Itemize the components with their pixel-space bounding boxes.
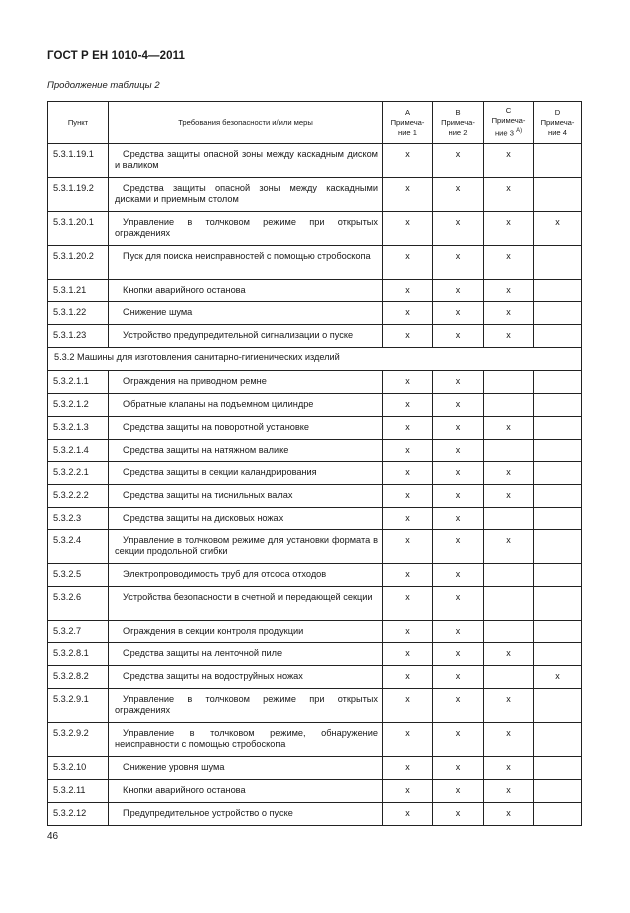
applicability-mark-a: x — [383, 178, 433, 212]
applicability-mark-c: x — [484, 803, 534, 826]
table-row — [48, 689, 582, 723]
requirement-label: Ограждения в секции контроля продукции — [123, 626, 304, 636]
requirement-label: Снижение шума — [123, 307, 193, 317]
applicability-mark-a: x — [383, 564, 433, 587]
applicability-mark-a: x — [383, 280, 433, 302]
applicability-mark-c: x — [484, 530, 534, 564]
applicability-mark-c — [484, 508, 534, 530]
applicability-mark-d — [534, 394, 582, 417]
applicability-mark-d — [534, 417, 582, 440]
applicability-mark-a: x — [383, 723, 433, 757]
requirement-text — [109, 178, 383, 212]
requirement-text — [109, 587, 383, 621]
applicability-mark-c: x — [484, 178, 534, 212]
clause-number: 5.3.2.4 — [48, 530, 109, 564]
clause-number: 5.3.1.21 — [48, 280, 109, 302]
applicability-mark-a: x — [383, 246, 433, 280]
requirement-label: Предупредительное устройство о пуске — [123, 808, 293, 818]
column-header-d: D Примеча- ние 4 — [534, 102, 582, 144]
section-row — [48, 348, 582, 371]
applicability-mark-c: x — [484, 417, 534, 440]
requirement-text — [109, 621, 383, 643]
requirement-text — [109, 564, 383, 587]
requirement-text — [109, 643, 383, 666]
applicability-mark-c: x — [484, 462, 534, 485]
clause-number: 5.3.2.1.2 — [48, 394, 109, 417]
applicability-mark-b: x — [433, 666, 484, 689]
clause-number: 5.3.2.6 — [48, 587, 109, 621]
applicability-mark-a: x — [383, 371, 433, 394]
applicability-mark-c: x — [484, 246, 534, 280]
applicability-mark-c: x — [484, 280, 534, 302]
applicability-mark-b: x — [433, 508, 484, 530]
applicability-mark-c: x — [484, 689, 534, 723]
requirement-label: Средства защиты опасной зоны между каскадными дисками и приемным столом — [115, 183, 378, 204]
clause-number: 5.3.2.1.3 — [48, 417, 109, 440]
applicability-mark-a: x — [383, 212, 433, 246]
applicability-mark-d — [534, 325, 582, 348]
applicability-mark-b: x — [433, 621, 484, 643]
applicability-mark-d — [534, 371, 582, 394]
requirement-label: Средства защиты на поворотной установке — [123, 422, 310, 432]
requirement-text — [109, 508, 383, 530]
applicability-mark-a: x — [383, 587, 433, 621]
clause-number: 5.3.2.1.4 — [48, 440, 109, 462]
column-header-requirements: Требования безопасности и/или меры — [109, 102, 383, 144]
applicability-mark-b: x — [433, 587, 484, 621]
table-row — [48, 280, 582, 302]
applicability-mark-d — [534, 643, 582, 666]
requirement-label: Управление в толчковом режиме при открытых ограждениях — [115, 694, 378, 715]
applicability-mark-d — [534, 178, 582, 212]
requirement-text — [109, 280, 383, 302]
requirement-text — [109, 246, 383, 280]
table-row — [48, 587, 582, 621]
applicability-mark-a: x — [383, 689, 433, 723]
applicability-mark-c: x — [484, 643, 534, 666]
clause-number: 5.3.2.9.2 — [48, 723, 109, 757]
table-row — [48, 757, 582, 780]
requirement-text — [109, 144, 383, 178]
requirement-label: Обратные клапаны на подъемном цилиндре — [123, 399, 314, 409]
clause-number: 5.3.1.19.1 — [48, 144, 109, 178]
clause-number: 5.3.2.8.2 — [48, 666, 109, 689]
table-row — [48, 803, 582, 826]
table-row — [48, 666, 582, 689]
clause-number: 5.3.2.7 — [48, 621, 109, 643]
applicability-mark-b: x — [433, 394, 484, 417]
applicability-mark-c — [484, 621, 534, 643]
table-row — [48, 723, 582, 757]
table-row — [48, 643, 582, 666]
clause-number: 5.3.1.23 — [48, 325, 109, 348]
requirement-text — [109, 325, 383, 348]
applicability-mark-a: x — [383, 144, 433, 178]
requirement-label: Средства защиты на тиснильных валах — [123, 490, 293, 500]
applicability-mark-d — [534, 485, 582, 508]
applicability-mark-b: x — [433, 144, 484, 178]
requirement-text — [109, 780, 383, 803]
requirement-text — [109, 666, 383, 689]
clause-number: 5.3.2.2.1 — [48, 462, 109, 485]
clause-number: 5.3.1.22 — [48, 302, 109, 325]
clause-number: 5.3.2.12 — [48, 803, 109, 826]
applicability-mark-a: x — [383, 666, 433, 689]
applicability-mark-d — [534, 803, 582, 826]
applicability-mark-b: x — [433, 280, 484, 302]
requirement-label: Управление в толчковом режиме при открытых ограждениях — [115, 217, 378, 238]
applicability-mark-b: x — [433, 302, 484, 325]
applicability-mark-b: x — [433, 212, 484, 246]
requirement-text — [109, 803, 383, 826]
column-header-c: C Примеча- ние 3 $^{А)}$ — [484, 102, 534, 144]
applicability-mark-a: x — [383, 508, 433, 530]
applicability-mark-d — [534, 564, 582, 587]
column-header-b: B Примеча- ние 2 — [433, 102, 484, 144]
clause-number: 5.3.2.2.2 — [48, 485, 109, 508]
applicability-mark-c — [484, 394, 534, 417]
table-row — [48, 621, 582, 643]
applicability-mark-a: x — [383, 394, 433, 417]
clause-number: 5.3.2.11 — [48, 780, 109, 803]
requirement-label: Ограждения на приводном ремне — [123, 376, 267, 386]
table-row — [48, 212, 582, 246]
requirement-label: Управление в толчковом режиме, обнаружение неисправности с помощью стробоскопа — [115, 728, 378, 749]
applicability-mark-a: x — [383, 530, 433, 564]
applicability-mark-b: x — [433, 246, 484, 280]
applicability-mark-a: x — [383, 757, 433, 780]
applicability-mark-d — [534, 280, 582, 302]
applicability-mark-c: x — [484, 723, 534, 757]
applicability-mark-d — [534, 508, 582, 530]
table-row — [48, 417, 582, 440]
applicability-mark-a: x — [383, 643, 433, 666]
requirement-text — [109, 723, 383, 757]
table-row — [48, 508, 582, 530]
requirement-label: Средства защиты на ленточной пиле — [123, 648, 283, 658]
table-row — [48, 144, 582, 178]
applicability-mark-b: x — [433, 757, 484, 780]
applicability-mark-a: x — [383, 302, 433, 325]
applicability-mark-b: x — [433, 178, 484, 212]
requirements-table — [47, 101, 582, 826]
column-header-a: A Примеча- ние 1 — [383, 102, 433, 144]
applicability-mark-c — [484, 587, 534, 621]
applicability-mark-d — [534, 587, 582, 621]
applicability-mark-c: x — [484, 302, 534, 325]
column-header-clause: Пункт — [48, 102, 109, 144]
table-row — [48, 564, 582, 587]
requirement-text — [109, 212, 383, 246]
requirement-text — [109, 689, 383, 723]
requirement-label: Управление в толчковом режиме для установки формата в секции продольной сгибки — [115, 535, 378, 556]
applicability-mark-b: x — [433, 564, 484, 587]
applicability-mark-c — [484, 666, 534, 689]
table-header-row — [48, 102, 582, 144]
applicability-mark-c: x — [484, 144, 534, 178]
requirement-label: Кнопки аварийного останова — [123, 785, 246, 795]
applicability-mark-a: x — [383, 803, 433, 826]
applicability-mark-d — [534, 757, 582, 780]
requirement-label: Пуск для поиска неисправностей с помощью стробоскопа — [123, 251, 371, 261]
applicability-mark-c: x — [484, 485, 534, 508]
page-number: 46 — [47, 831, 59, 842]
applicability-mark-b: x — [433, 780, 484, 803]
applicability-mark-c — [484, 564, 534, 587]
clause-number: 5.3.1.20.2 — [48, 246, 109, 280]
applicability-mark-d: x — [534, 666, 582, 689]
applicability-mark-b: x — [433, 803, 484, 826]
requirement-label: Кнопки аварийного останова — [123, 285, 246, 295]
requirement-text — [109, 371, 383, 394]
requirement-label: Средства защиты на дисковых ножах — [123, 513, 284, 523]
applicability-mark-a: x — [383, 780, 433, 803]
applicability-mark-b: x — [433, 440, 484, 462]
applicability-mark-b: x — [433, 325, 484, 348]
requirement-label: Средства защиты на натяжном валике — [123, 445, 289, 455]
applicability-mark-b: x — [433, 643, 484, 666]
applicability-mark-b: x — [433, 723, 484, 757]
document-title: ГОСТ Р ЕН 1010-4—2011 — [47, 50, 185, 62]
applicability-mark-b: x — [433, 417, 484, 440]
requirement-label: Средства защиты на водоструйных ножах — [123, 671, 303, 681]
requirement-label: Средства защиты в секции каландрирования — [123, 467, 317, 477]
table-row — [48, 394, 582, 417]
applicability-mark-a: x — [383, 325, 433, 348]
applicability-mark-b: x — [433, 689, 484, 723]
table-row — [48, 325, 582, 348]
applicability-mark-b: x — [433, 485, 484, 508]
applicability-mark-c: x — [484, 757, 534, 780]
requirement-text — [109, 440, 383, 462]
applicability-mark-a: x — [383, 417, 433, 440]
table-row — [48, 246, 582, 280]
applicability-mark-b: x — [433, 371, 484, 394]
applicability-mark-c: x — [484, 780, 534, 803]
applicability-mark-d — [534, 689, 582, 723]
applicability-mark-a: x — [383, 621, 433, 643]
requirement-label: Снижение уровня шума — [123, 762, 225, 772]
clause-number: 5.3.1.20.1 — [48, 212, 109, 246]
applicability-mark-d — [534, 462, 582, 485]
requirement-text — [109, 417, 383, 440]
table-row — [48, 178, 582, 212]
applicability-mark-b: x — [433, 462, 484, 485]
applicability-mark-c — [484, 440, 534, 462]
table-row — [48, 440, 582, 462]
applicability-mark-a: x — [383, 462, 433, 485]
table-row — [48, 530, 582, 564]
applicability-mark-d — [534, 144, 582, 178]
table-row — [48, 780, 582, 803]
clause-number: 5.3.2.9.1 — [48, 689, 109, 723]
clause-number: 5.3.2.10 — [48, 757, 109, 780]
requirement-label: Средства защиты опасной зоны между каскадным диском и валиком — [115, 149, 378, 170]
applicability-mark-d — [534, 246, 582, 280]
requirement-text — [109, 485, 383, 508]
applicability-mark-a: x — [383, 440, 433, 462]
applicability-mark-c: x — [484, 212, 534, 246]
applicability-mark-d — [534, 530, 582, 564]
requirement-label: Устройство предупредительной сигнализации о пуске — [123, 330, 354, 340]
clause-number: 5.3.2.3 — [48, 508, 109, 530]
section-heading: 5.3.2 Машины для изготовления санитарно-гигиенических изделий — [48, 348, 582, 371]
applicability-mark-d — [534, 780, 582, 803]
applicability-mark-d — [534, 723, 582, 757]
requirement-text — [109, 757, 383, 780]
applicability-mark-a: x — [383, 485, 433, 508]
applicability-mark-c: x — [484, 325, 534, 348]
applicability-mark-c — [484, 371, 534, 394]
requirement-text — [109, 394, 383, 417]
requirement-text — [109, 530, 383, 564]
table-row — [48, 371, 582, 394]
table-continuation-caption: Продолжение таблицы 2 — [47, 80, 160, 91]
table-row — [48, 485, 582, 508]
requirement-text — [109, 302, 383, 325]
clause-number: 5.3.1.19.2 — [48, 178, 109, 212]
applicability-mark-d: x — [534, 212, 582, 246]
clause-number: 5.3.2.1.1 — [48, 371, 109, 394]
clause-number: 5.3.2.5 — [48, 564, 109, 587]
requirement-text — [109, 462, 383, 485]
applicability-mark-d — [534, 621, 582, 643]
table-row — [48, 462, 582, 485]
table-row — [48, 302, 582, 325]
applicability-mark-b: x — [433, 530, 484, 564]
clause-number: 5.3.2.8.1 — [48, 643, 109, 666]
applicability-mark-d — [534, 302, 582, 325]
requirement-label: Устройства безопасности в счетной и передающей секции — [123, 592, 373, 602]
requirement-label: Электропроводимость труб для отсоса отходов — [123, 569, 327, 579]
applicability-mark-d — [534, 440, 582, 462]
